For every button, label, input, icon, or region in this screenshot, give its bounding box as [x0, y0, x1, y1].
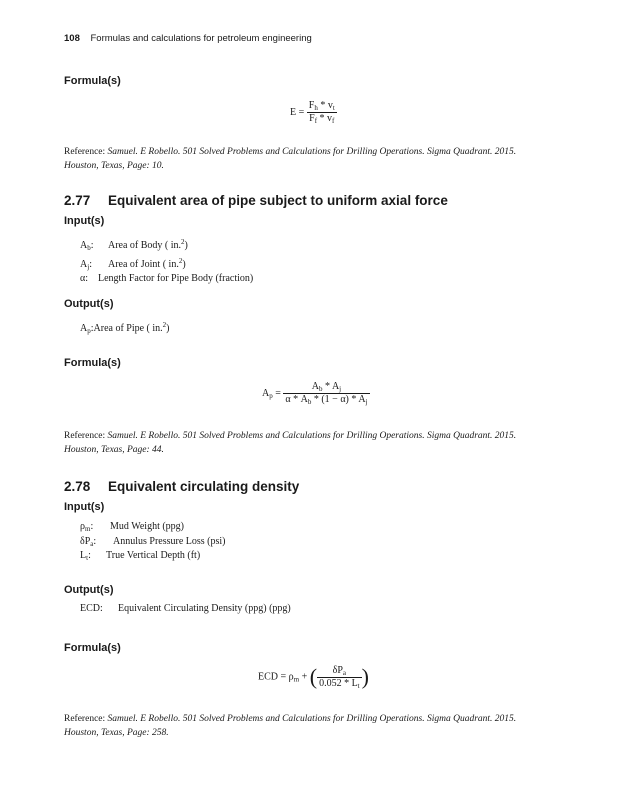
equation-ecd: ECD = $\rho_m$ + ( $\frac{\delta P_a}{0.052 * L_t}$ )	[258, 664, 369, 690]
equation-ecd-fraction: $\frac{\delta P_a}{0.052 * L_t}$	[319, 664, 360, 690]
input-list-77	[80, 236, 253, 286]
equation-e-fraction: $\frac{F_h * v_t}{F_f * v_f}$	[308, 100, 335, 125]
output-heading-78: Output(s)	[64, 584, 114, 596]
input-item: $\delta P_a$: Annulus Pressure Loss (psi)	[80, 535, 226, 548]
input-item: $A_j$: Area of Joint ( in.$^2$)	[80, 256, 186, 271]
formula-heading: Formula(s)	[64, 75, 121, 87]
equation-ap-fraction: $\frac{A_b * A_j}{\alpha * A_b * (1 - \alpha) * A_j}$	[285, 381, 368, 406]
section-2-78-title: 2.78 Equivalent circulating density	[64, 479, 300, 494]
output-item-78: ECD: Equivalent Circulating Density (ppg) (ppg)	[80, 603, 291, 614]
running-title: Formulas and calculations for petroleum engineering	[90, 33, 312, 44]
formula-heading-77: Formula(s)	[64, 357, 121, 369]
input-heading-78: Input(s)	[64, 501, 105, 513]
output-item-77: $A_p:Area$ of Pipe ( in.$^2$)	[80, 321, 170, 335]
equation-e: E = $\frac{F_h * v_t}{F_f * v_f}$	[290, 100, 335, 125]
equation-ap: $A_p$ = $\frac{A_b * A_j}{\alpha * A_b * (1 - \alpha) * A_j}$	[262, 381, 368, 406]
input-item: $A_b$: Area of Body ( in.$^2$)	[80, 238, 188, 252]
input-item: α: Length Factor for Pipe Body (fraction)	[80, 273, 254, 284]
reference-2: Reference: Samuel. E Robello. 501 Solved Problems and Calculations for Drilling Operations. Sigma Quadrant. 2015. Houston, Texas, Page: 44.	[64, 431, 517, 455]
running-header	[64, 33, 312, 44]
input-item: $L_t$: True Vertical Depth (ft)	[80, 550, 201, 562]
reference-3: Reference: Samuel. E Robello. 501 Solved Problems and Calculations for Drilling Operations. Sigma Quadrant. 2015. Houston, Texas, Page: 258.	[64, 714, 517, 738]
input-list-78	[80, 521, 226, 565]
section-2-77-title: 2.77 Equivalent area of pipe subject to uniform axial force	[64, 193, 448, 208]
input-heading-77: Input(s)	[64, 215, 105, 227]
output-heading-77: Output(s)	[64, 298, 114, 310]
reference-1: Reference: Samuel. E Robello. 501 Solved Problems and Calculations for Drilling Operations. Sigma Quadrant. 2015. Houston, Texas, Page: 10.	[64, 147, 517, 171]
input-item: $\rho_m$: Mud Weight (ppg)	[80, 521, 185, 533]
formula-heading-78: Formula(s)	[64, 642, 121, 654]
page-number: 108	[64, 33, 80, 44]
